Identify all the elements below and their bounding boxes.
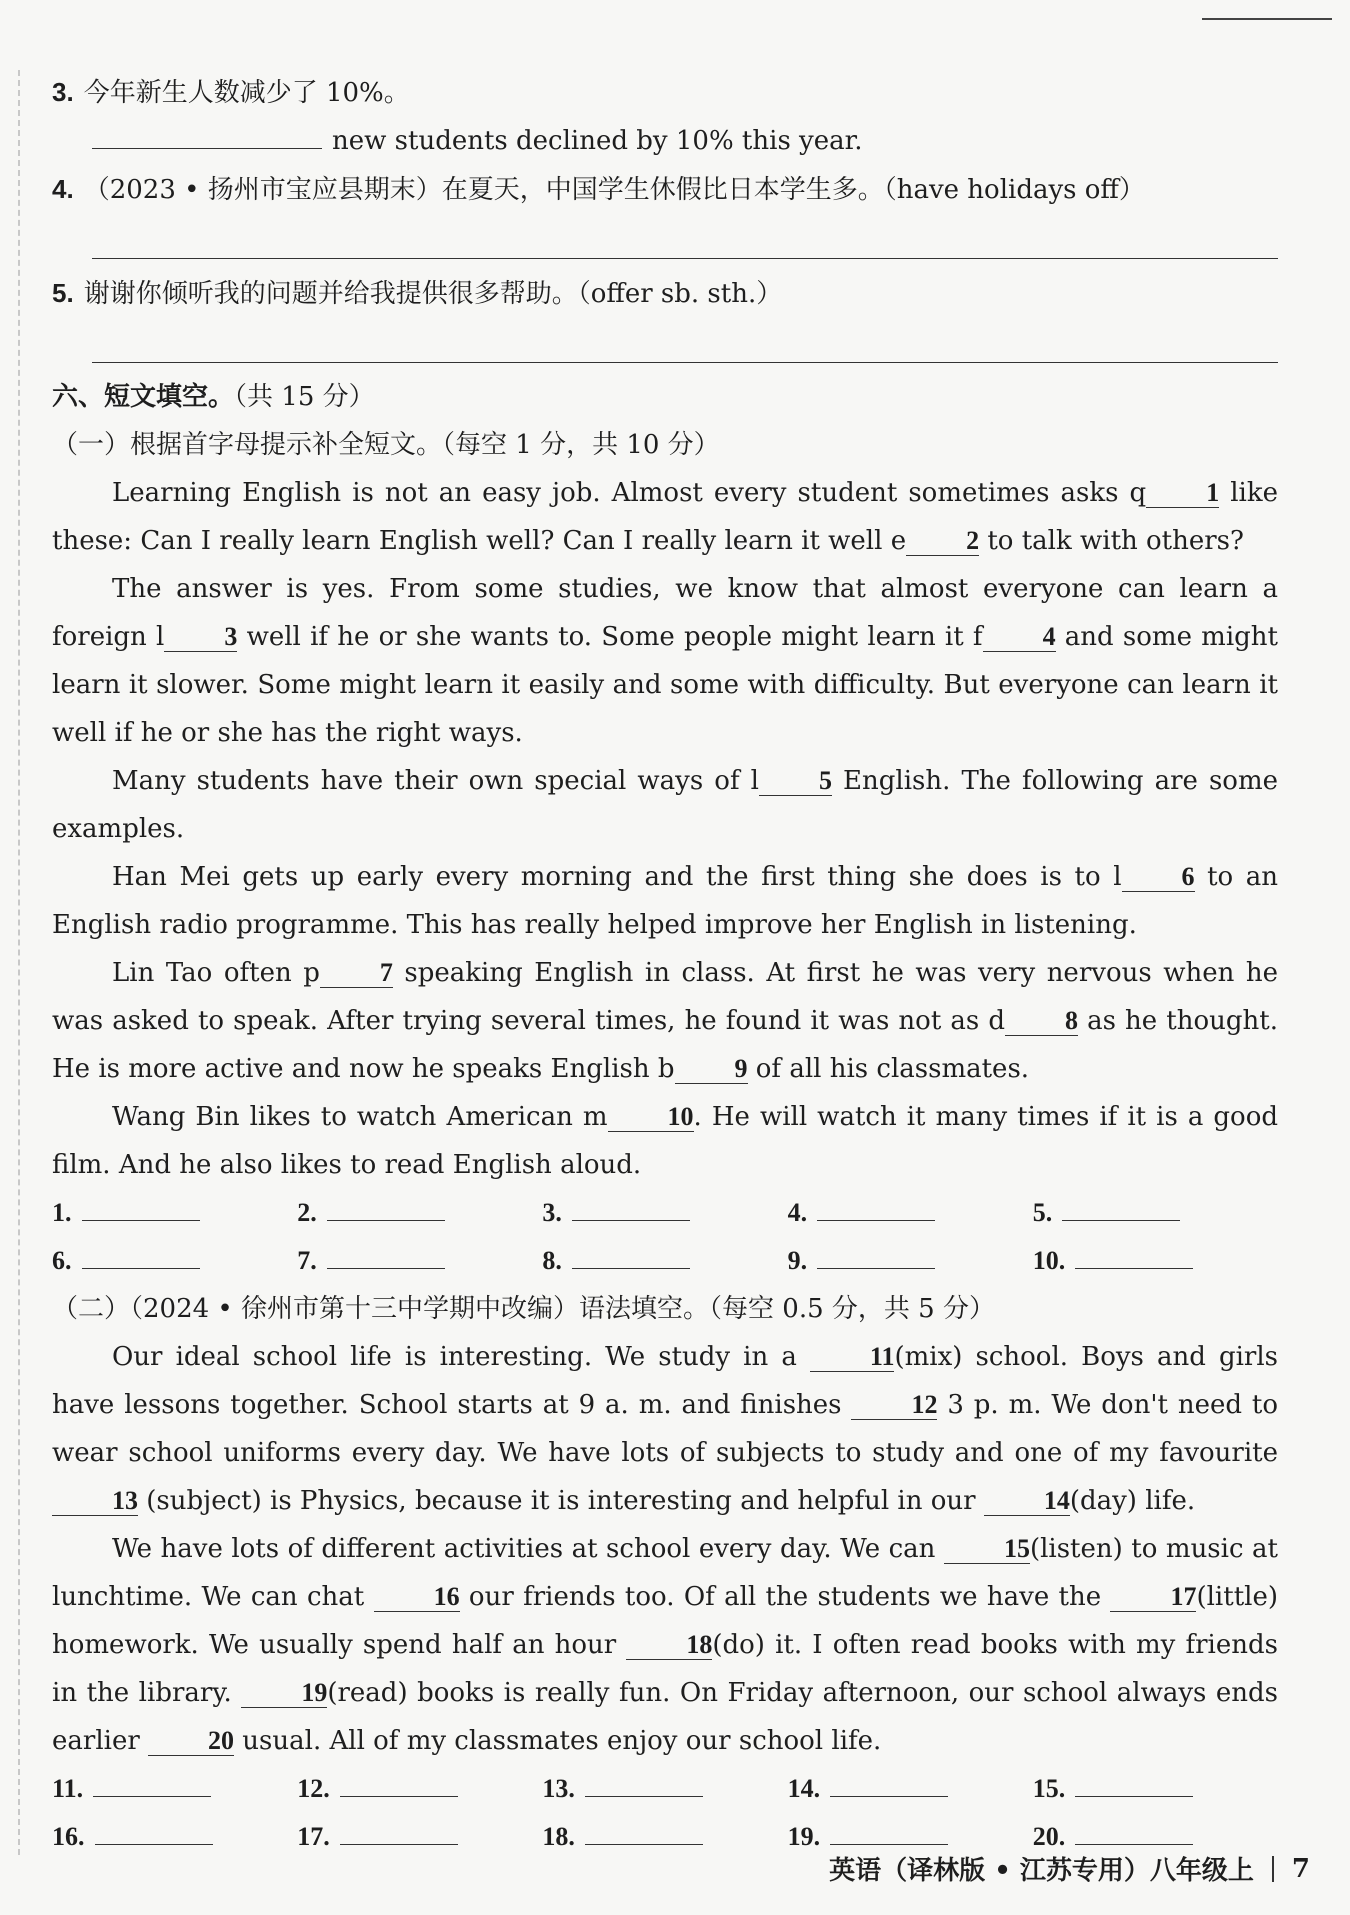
passage-paragraph [52, 1333, 1278, 1525]
passage-text: (do) it. I often read books with my friends in the library. [52, 1630, 1278, 1708]
answer-line-5[interactable] [92, 332, 1278, 363]
answer-cell [788, 1237, 1033, 1285]
passage-text: Our ideal school life is interesting. We study in a [112, 1342, 810, 1372]
answer-blank-line[interactable] [1075, 1770, 1193, 1797]
answer-number: 11. [52, 1774, 84, 1803]
page-footer [829, 1850, 1310, 1887]
answer-cell [1033, 1237, 1278, 1285]
answer-number: 18. [542, 1822, 575, 1851]
part-2-instruction: （二）（2024 • 徐州市第十三中学期中改编）语法填空。（每空 0.5 分，共 5 分） [52, 1294, 995, 1324]
passage-text: . He will watch it many times if it is a good film. And he also likes to read English aloud. [52, 1102, 1278, 1180]
passage-text: We have lots of different activities at school every day. We can [112, 1534, 944, 1564]
question-3 [52, 68, 1278, 117]
answer-number: 4. [787, 1198, 808, 1227]
passage-text: and some might learn it slower. Some might learn it easily and some with difficulty. But everyone can learn it well if he or she has the right ways. [52, 622, 1278, 748]
part-1-answer-grid [52, 1189, 1278, 1285]
blank-17[interactable]: 17 [1110, 1583, 1196, 1612]
answer-blank-line[interactable] [327, 1242, 445, 1269]
passage-text: speaking English in class. At first he was very nervous when he was asked to speak. After trying several times, he found it was not as d [52, 958, 1278, 1036]
passage-text: well if he or she wants to. Some people might learn it f [237, 622, 983, 652]
answer-blank-line[interactable] [817, 1242, 935, 1269]
answer-blank-line[interactable] [830, 1770, 948, 1797]
passage-text: (listen) to music at lunchtime. We can chat [52, 1534, 1278, 1612]
answer-blank-line[interactable] [93, 1770, 211, 1797]
section-6-heading [52, 373, 1278, 421]
part-1-instruction: （一）根据首字母提示补全短文。（每空 1 分，共 10 分） [52, 430, 720, 460]
passage-text: our friends too. Of all the students we have the [459, 1582, 1111, 1612]
answer-line-4[interactable] [92, 228, 1278, 259]
passage-text: English. The following are some examples. [52, 766, 1278, 844]
passage-paragraph [52, 469, 1278, 565]
passage-text: (day) life. [1069, 1486, 1196, 1516]
question-text: （2023 • 扬州市宝应县期末）在夏天，中国学生休假比日本学生多。（have holidays off） [83, 175, 1145, 205]
answer-blank-line[interactable] [327, 1194, 445, 1221]
part-2-answer-grid [52, 1765, 1278, 1861]
passage-paragraph [52, 949, 1278, 1093]
passage-paragraph [52, 757, 1278, 853]
question-text: 今年新生人数减少了 10%。 [83, 78, 410, 108]
answer-cell [52, 1813, 297, 1861]
answer-blank-line[interactable] [340, 1818, 458, 1845]
passage-text: Han Mei gets up early every morning and the first thing she does is to l [112, 862, 1122, 892]
passage-text: Wang Bin likes to watch American m [112, 1102, 608, 1132]
answer-cell [542, 1237, 787, 1285]
passage-text: (read) books is really fun. On Friday afternoon, our school always ends earlier [52, 1678, 1278, 1756]
part-1-passage [52, 469, 1278, 1189]
question-text: 谢谢你倾听我的问题并给我提供很多帮助。（offer sb. sth.） [83, 279, 783, 309]
answer-number: 9. [787, 1246, 808, 1275]
book-title: 英语（译林版 • 江苏专用）八年级上 [829, 1856, 1254, 1886]
answer-blank-line[interactable] [340, 1770, 458, 1797]
worksheet-page [52, 68, 1278, 1861]
blank-19[interactable]: 19 [241, 1679, 327, 1708]
answer-number: 8. [542, 1246, 562, 1275]
blank-20[interactable]: 20 [148, 1727, 234, 1756]
answer-number: 12. [297, 1774, 330, 1803]
blank-3[interactable]: 3 [164, 623, 237, 652]
footer-divider [1272, 1856, 1274, 1882]
question-5 [52, 269, 1278, 318]
answer-blank-line[interactable] [572, 1242, 690, 1269]
passage-text: Lin Tao often p [112, 958, 320, 988]
blank-15[interactable]: 15 [944, 1535, 1030, 1564]
answer-cell [52, 1189, 297, 1237]
answer-blank-line[interactable] [95, 1818, 213, 1845]
blank-8[interactable]: 8 [1005, 1007, 1078, 1036]
blank-5[interactable]: 5 [759, 767, 832, 796]
answer-cell [52, 1237, 297, 1285]
answer-cell [788, 1189, 1033, 1237]
answer-number: 14. [787, 1774, 821, 1803]
answer-number: 1. [52, 1198, 72, 1227]
blank-4[interactable]: 4 [983, 623, 1056, 652]
answer-cell [542, 1813, 787, 1861]
answer-number: 5. [1032, 1198, 1053, 1227]
answer-number: 17. [297, 1822, 330, 1851]
answer-blank[interactable] [92, 122, 322, 149]
question-3-answer-row [52, 117, 1278, 165]
answer-blank-line[interactable] [82, 1194, 200, 1221]
question-number: 5. [52, 278, 74, 308]
answer-number: 7. [297, 1246, 317, 1275]
answer-cell [297, 1813, 542, 1861]
answer-number: 2. [297, 1198, 317, 1227]
answer-blank-line[interactable] [585, 1818, 703, 1845]
passage-paragraph [52, 1525, 1278, 1765]
passage-paragraph [52, 565, 1278, 757]
answer-number: 20. [1032, 1822, 1066, 1851]
answer-cell [542, 1765, 787, 1813]
answer-tail-text: new students declined by 10% this year. [332, 126, 863, 156]
answer-blank-line[interactable] [1075, 1242, 1193, 1269]
passage-text: Learning English is not an easy job. Almost every student sometimes asks q [112, 478, 1147, 508]
answer-number: 16. [52, 1822, 85, 1851]
answer-cell [788, 1765, 1033, 1813]
passage-text: to talk with others? [979, 526, 1244, 556]
answer-blank-line[interactable] [585, 1770, 703, 1797]
blank-18[interactable]: 18 [626, 1631, 712, 1660]
answer-blank-line[interactable] [830, 1818, 948, 1845]
answer-blank-line[interactable] [82, 1242, 200, 1269]
passage-text: usual. All of my classmates enjoy our school life. [234, 1726, 882, 1756]
answer-number: 10. [1032, 1246, 1066, 1275]
top-rule [1202, 18, 1332, 20]
passage-text: of all his classmates. [747, 1054, 1030, 1084]
answer-cell [52, 1765, 297, 1813]
question-number: 4. [52, 174, 74, 204]
passage-paragraph [52, 1093, 1278, 1189]
blank-9[interactable]: 9 [675, 1055, 748, 1084]
section-score: （共 15 分） [234, 382, 375, 412]
question-4 [52, 165, 1278, 214]
answer-number: 15. [1032, 1774, 1066, 1803]
blank-1[interactable]: 1 [1146, 479, 1219, 508]
passage-text: Many students have their own special ways of l [112, 766, 759, 796]
part-2-passage [52, 1333, 1278, 1765]
blank-2[interactable]: 2 [906, 527, 979, 556]
answer-number: 13. [542, 1774, 575, 1803]
blank-14[interactable]: 14 [984, 1487, 1070, 1516]
section-title: 六、短文填空。 [52, 382, 235, 412]
answer-cell [542, 1189, 787, 1237]
answer-cell [1033, 1189, 1278, 1237]
blank-10[interactable]: 10 [608, 1103, 694, 1132]
answer-number: 19. [787, 1822, 821, 1851]
answer-cell [297, 1765, 542, 1813]
blank-13[interactable]: 13 [52, 1487, 138, 1516]
blank-11[interactable]: 11 [810, 1343, 895, 1372]
answer-blank-line[interactable] [572, 1194, 690, 1221]
answer-number: 6. [52, 1246, 72, 1275]
passage-paragraph [52, 853, 1278, 949]
passage-text: (mix) school. Boys and girls have lessons together. School starts at 9 a. m. and finishes [52, 1342, 1278, 1420]
passage-text: to an English radio programme. This has really helped improve her English in listening. [52, 862, 1278, 940]
blank-16[interactable]: 16 [374, 1583, 460, 1612]
answer-cell [297, 1189, 542, 1237]
answer-blank-line[interactable] [1075, 1818, 1193, 1845]
page-number: 7 [1291, 1853, 1310, 1884]
passage-text: (subject) is Physics, because it is interesting and helpful in our [138, 1486, 984, 1516]
passage-text: like these: Can I really learn English well? Can I really learn it well e [52, 478, 1278, 556]
question-number: 3. [52, 77, 74, 107]
passage-text: as he thought. He is more active and now he speaks English b [52, 1006, 1278, 1084]
passage-text: The answer is yes. From some studies, we know that almost everyone can learn a foreign l [52, 574, 1278, 652]
answer-blank-line[interactable] [817, 1194, 935, 1221]
answer-blank-line[interactable] [1062, 1194, 1180, 1221]
passage-text: 3 p. m. We don't need to wear school uniforms every day. We have lots of subjects to study and one of my favourite [52, 1390, 1278, 1468]
blank-6[interactable]: 6 [1122, 863, 1195, 892]
passage-text: (little) homework. We usually spend half an hour [52, 1582, 1278, 1660]
answer-number: 3. [542, 1198, 562, 1227]
blank-12[interactable]: 12 [851, 1391, 937, 1420]
answer-cell [297, 1237, 542, 1285]
answer-cell [1033, 1765, 1278, 1813]
binding-margin-line [18, 70, 20, 1855]
blank-7[interactable]: 7 [320, 959, 393, 988]
